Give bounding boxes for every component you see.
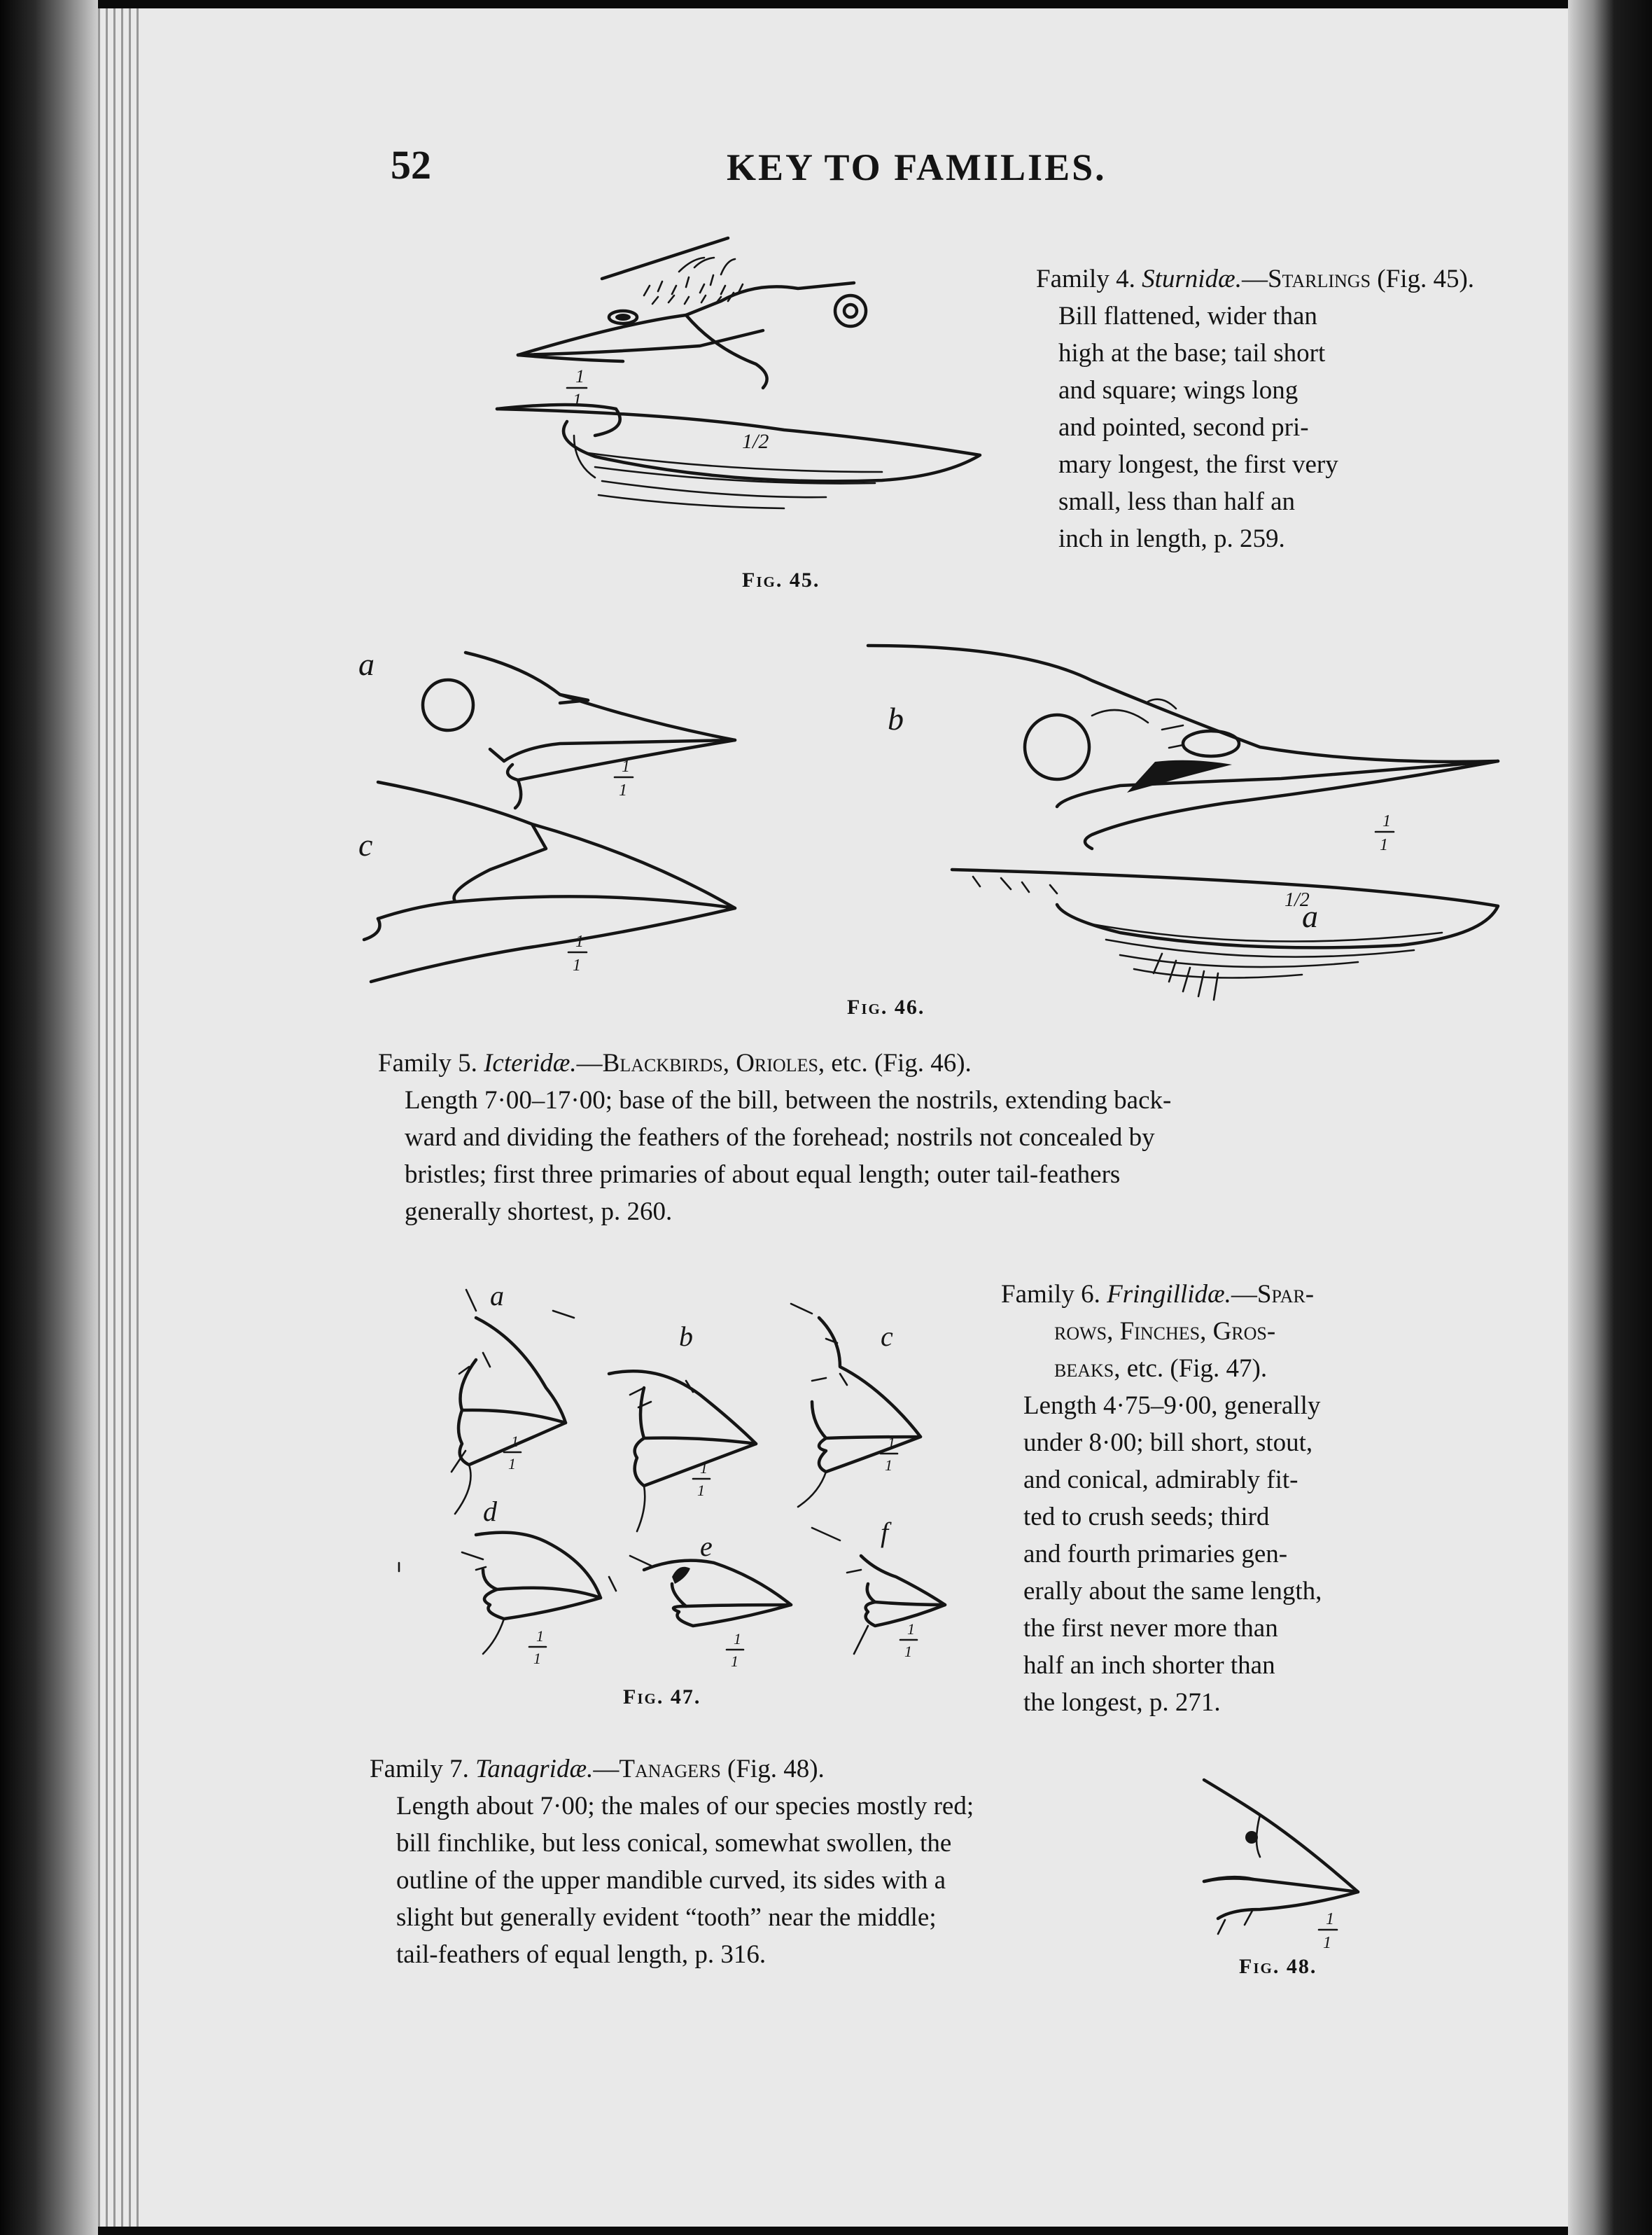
figure-45-starling-bill — [392, 225, 1092, 590]
svg-text:1: 1 — [697, 1482, 705, 1499]
book-page — [98, 8, 1568, 2227]
family-7-description: Length about 7·00; the males of our species mostly red; bill finchlike, but less conical, somewhat swollen, the outline of the upper mandible curved, its sides with a slight but generally evident “tooth” near the middle; tail-feathers of equal length, p. 316. — [396, 1792, 974, 1969]
svg-text:1: 1 — [904, 1643, 912, 1660]
family-5-description: Length 7·00–17·00; base of the bill, between the nostrils, extending back- ward and dividing the feathers of the forehead; nostrils not concealed by bristles; first three primaries of about equal length; outer tail-feathers generally shortest, p. 260. — [405, 1086, 1172, 1226]
svg-text:1: 1 — [731, 1652, 738, 1668]
family-7-heading: Family 7. Tanagridæ.—Tanagers (Fig. 48). — [370, 1755, 825, 1783]
family-6-description: Length 4·75–9·00, generally under 8·00; bill short, stout, and conical, admirably fit- ted to crush seeds; third and fourth primaries gen- erally about the same length, the first never more than half an inch shorter than the longest, p. 271. — [1023, 1391, 1322, 1717]
svg-text:1: 1 — [885, 1456, 892, 1474]
figure-48-tanager-bill — [1176, 1759, 1470, 1969]
svg-text:a: a — [358, 646, 374, 682]
svg-text:b: b — [679, 1321, 693, 1352]
figure-46-caption: Fig. 46. — [847, 996, 925, 1019]
page-number: 52 — [391, 142, 431, 188]
svg-text:1: 1 — [619, 781, 627, 800]
svg-text:1/2: 1/2 — [1284, 889, 1310, 911]
family-4-heading: Family 4. Sturnidæ.—Starlings (Fig. 45). — [1036, 265, 1475, 293]
svg-text:f: f — [881, 1517, 889, 1548]
family-5-entry — [378, 1045, 1512, 1230]
scan-right-edge — [1568, 0, 1652, 2235]
svg-text:1: 1 — [734, 1630, 741, 1648]
figure-47-bill-c — [791, 1304, 920, 1507]
svg-text:1: 1 — [511, 1433, 519, 1450]
family-5-heading: Family 5. Icteridæ.—Blackbirds, Orioles, etc. (Fig. 46). — [378, 1049, 972, 1078]
figure-47-bill-f — [812, 1517, 945, 1660]
svg-text:1: 1 — [1380, 836, 1388, 854]
svg-text:b: b — [888, 701, 904, 737]
svg-text:1: 1 — [536, 1627, 544, 1645]
figure-45-scale-label-lower: 1/2 — [742, 430, 769, 453]
svg-text:1: 1 — [573, 956, 581, 975]
figure-47-finch-bills — [378, 1276, 1050, 1668]
svg-text:1: 1 — [508, 1455, 516, 1472]
figure-47-bill-a — [451, 1280, 566, 1514]
svg-text:1: 1 — [907, 1620, 915, 1638]
family-4-entry — [1036, 260, 1540, 557]
figure-47-bill-e — [609, 1531, 791, 1668]
figure-47-bill-b — [553, 1311, 756, 1531]
svg-text:c: c — [881, 1321, 893, 1352]
figure-47-caption: Fig. 47. — [623, 1685, 701, 1708]
figure-48-caption: Fig. 48. — [1239, 1955, 1317, 1978]
scan-left-edge — [0, 0, 98, 2235]
svg-text:1: 1 — [1382, 812, 1391, 830]
running-title: KEY TO FAMILIES. — [727, 146, 1107, 188]
svg-text:1: 1 — [1323, 1934, 1331, 1952]
svg-text:1: 1 — [573, 390, 582, 410]
figure-47-bill-d — [399, 1496, 601, 1667]
svg-text:1: 1 — [575, 366, 584, 387]
svg-text:1: 1 — [700, 1459, 708, 1477]
svg-text:1: 1 — [1326, 1910, 1334, 1928]
svg-text:1: 1 — [533, 1650, 541, 1667]
svg-text:a: a — [490, 1280, 504, 1311]
family-6-entry: Family 6. Fringillidæ.—Spar- rows, Finches, Gros- beaks, etc. (Fig. 47). Length 4·75–9·00, generally under 8·00; bill short, stout, and conical, admirably fit- ted to crush seeds; third and fourth primaries gen- erally about the same length, the first never more than half an inch shorter than the longest, p. 271. — [1001, 1276, 1540, 1721]
figure-45-caption: Fig. 45. — [742, 569, 820, 592]
svg-text:a: a — [1302, 898, 1318, 934]
svg-text:1: 1 — [575, 933, 584, 951]
svg-text:e: e — [700, 1531, 713, 1562]
svg-text:1: 1 — [622, 758, 630, 776]
family-4-description: Bill flattened, wider than high at the base; tail short and square; wings long and pointed, second pri- mary longest, the first very small, less than half an inch in length, p. 259. — [1058, 302, 1338, 553]
svg-text:d: d — [483, 1496, 497, 1527]
family-7-entry — [370, 1750, 1280, 1973]
svg-text:1: 1 — [888, 1434, 895, 1451]
family-6-heading: Family 6. Fringillidæ.—Spar- — [1001, 1280, 1315, 1309]
page-stack-edge — [98, 8, 140, 2227]
svg-text:c: c — [358, 827, 373, 863]
figure-46-blackbird-bills — [350, 625, 1582, 1031]
